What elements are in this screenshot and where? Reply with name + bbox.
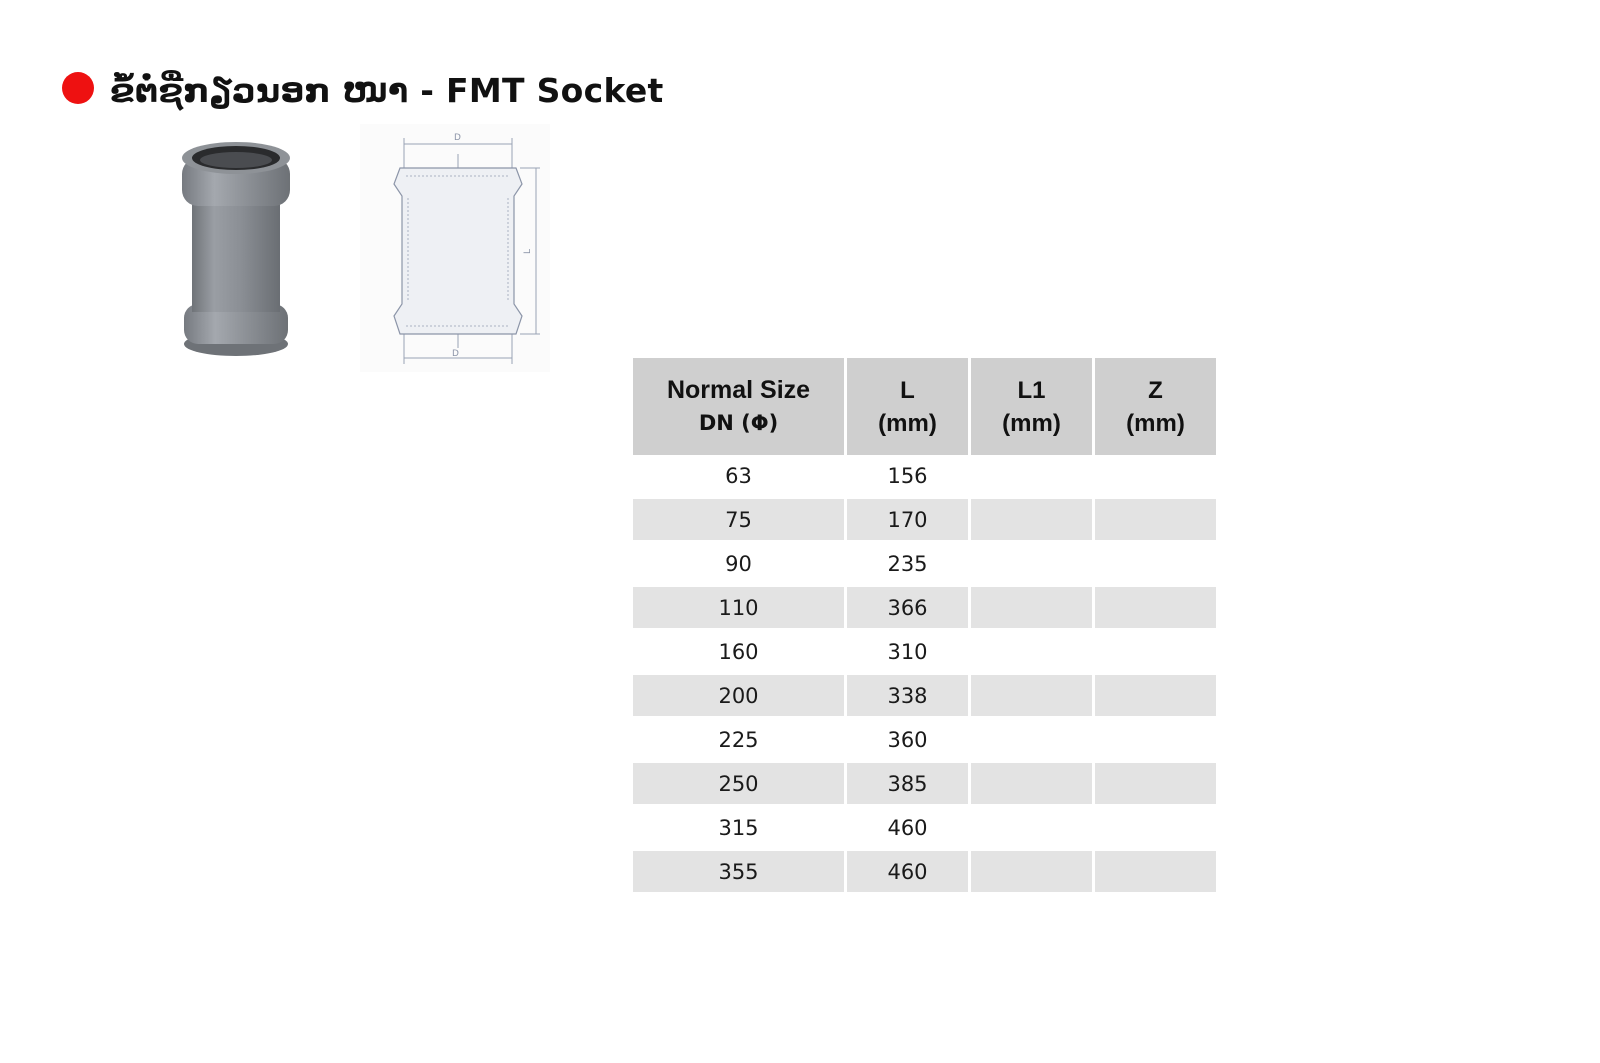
table-row	[633, 716, 1216, 760]
cell-z	[1092, 455, 1216, 496]
cell-z	[1092, 716, 1216, 760]
cell-dn: 90	[633, 540, 844, 584]
header-z: Z (mm)	[1092, 358, 1216, 455]
cell-dn: 75	[633, 496, 844, 540]
cell-dn: 160	[633, 628, 844, 672]
cell-dn: 110	[633, 584, 844, 628]
table-row	[633, 672, 1216, 716]
cell-z	[1092, 760, 1216, 804]
drawing-label-bottom: D	[452, 349, 459, 359]
cell-l: 366	[844, 584, 968, 628]
table-row	[633, 496, 1216, 540]
cell-l: 235	[844, 540, 968, 584]
table-row	[633, 760, 1216, 804]
drawing-label-top: D	[454, 133, 461, 143]
cell-l: 338	[844, 672, 968, 716]
table-row	[633, 804, 1216, 848]
table-row	[633, 584, 1216, 628]
cell-l1	[968, 496, 1092, 540]
cell-l1	[968, 716, 1092, 760]
table-row	[633, 628, 1216, 672]
cell-l1	[968, 760, 1092, 804]
cell-z	[1092, 628, 1216, 672]
cell-l1	[968, 804, 1092, 848]
cell-l1	[968, 584, 1092, 628]
cell-dn: 63	[633, 455, 844, 496]
cell-z	[1092, 584, 1216, 628]
table-row	[633, 540, 1216, 584]
cell-z	[1092, 672, 1216, 716]
page-title: ຂໍ້ຕໍ່ຊື່ກຽວນອກ ໜາ - FMT Socket	[110, 71, 664, 110]
cell-z	[1092, 496, 1216, 540]
title-bullet-icon	[62, 72, 94, 104]
technical-drawing	[360, 124, 550, 372]
cell-l: 385	[844, 760, 968, 804]
cell-z	[1092, 540, 1216, 584]
cell-l1	[968, 628, 1092, 672]
cell-dn: 225	[633, 716, 844, 760]
product-photo	[170, 132, 310, 364]
header-l: L (mm)	[844, 358, 968, 455]
cell-dn: 250	[633, 760, 844, 804]
cell-l1	[968, 672, 1092, 716]
cell-l: 156	[844, 455, 968, 496]
cell-z	[1092, 848, 1216, 892]
cell-l1	[968, 455, 1092, 496]
table-row	[633, 455, 1216, 496]
cell-l1	[968, 540, 1092, 584]
cell-l: 460	[844, 804, 968, 848]
spec-table	[633, 358, 1216, 892]
cell-dn: 200	[633, 672, 844, 716]
cell-dn: 315	[633, 804, 844, 848]
table-row	[633, 848, 1216, 892]
cell-l: 170	[844, 496, 968, 540]
cell-z	[1092, 804, 1216, 848]
cell-dn: 355	[633, 848, 844, 892]
cell-l: 460	[844, 848, 968, 892]
cell-l: 310	[844, 628, 968, 672]
header-normal-size: Normal Size DN (Φ)	[633, 358, 844, 455]
header-l1: L1 (mm)	[968, 358, 1092, 455]
cell-l: 360	[844, 716, 968, 760]
table-header-row	[633, 358, 1216, 455]
cell-l1	[968, 848, 1092, 892]
drawing-label-side: L	[523, 248, 533, 254]
